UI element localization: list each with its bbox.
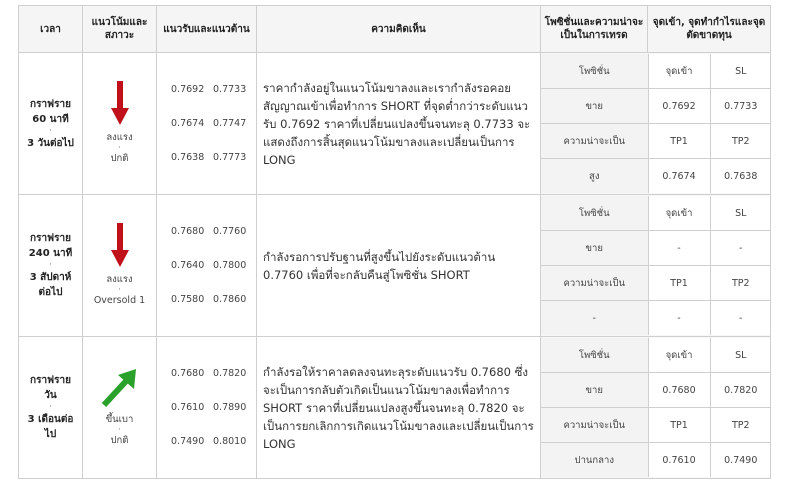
resistance-level: 0.7773 — [213, 151, 247, 163]
grid-label: โพซิชั่น — [541, 196, 648, 231]
trade-grid — [541, 54, 771, 193]
grid-label: SL — [710, 338, 771, 373]
trend-cell — [83, 53, 157, 195]
down-arrow-icon — [109, 81, 131, 127]
header-row — [19, 6, 771, 53]
separator-dot: · — [49, 402, 52, 412]
grid-value: 0.7680 — [648, 373, 710, 408]
timeframe-label: กราฟราย 240 นาที — [28, 233, 73, 259]
levels-cell — [157, 195, 257, 337]
table-row — [19, 195, 771, 337]
separator-dot: · — [118, 285, 121, 295]
horizon-label: 3 เดือนต่อไป — [27, 414, 74, 440]
trend-cell — [83, 337, 157, 479]
resistance-level: 0.7800 — [213, 259, 247, 271]
level-pair — [171, 141, 256, 175]
grid-label: จุดเข้า — [648, 338, 710, 373]
grid-label: TP1 — [648, 124, 710, 159]
table-row — [19, 337, 771, 479]
separator-dot: · — [49, 125, 52, 136]
header-comment: ความคิดเห็น — [257, 6, 541, 53]
grid-label: ความน่าจะเป็น — [541, 124, 648, 159]
comment-cell: ราคากำลังอยู่ในแนวโน้มขาลงและเรากำลังรอคอยสัญญาณเข้าเพื่อทำการ SHORT ที่จุดต่ำกว่าระดับแนวรับ 0.7692 ราคาที่เปลี่ยนแปลงขึ้นจนทะลุ 0.7733 จะแสดงถึงการสิ้นสุดแนวโน้มขาลงและเปลี่ยนเป็นการ LONG — [257, 53, 541, 195]
grid-label: TP2 — [710, 408, 771, 443]
grid-value: 0.7820 — [710, 373, 771, 408]
grid-label: โพซิชั่น — [541, 338, 648, 373]
resistance-level: 0.7733 — [213, 83, 247, 95]
header-support-resistance: แนวรับและแนวต้าน — [157, 6, 257, 53]
trend-cell — [83, 195, 157, 337]
trend-state: ปกติ — [110, 435, 129, 446]
level-pair — [171, 215, 256, 249]
trade-grid — [541, 196, 771, 335]
trade-grid-cell — [541, 195, 771, 337]
grid-value: - — [541, 301, 648, 336]
grid-label: TP1 — [648, 266, 710, 301]
grid-value: 0.7733 — [710, 89, 771, 124]
separator-dot: · — [118, 425, 121, 435]
table-row — [19, 53, 771, 195]
resistance-level: 0.8010 — [213, 435, 247, 447]
resistance-level: 0.7747 — [213, 117, 247, 129]
separator-dot: · — [118, 143, 121, 153]
grid-value: - — [648, 231, 710, 266]
trend-strength: ขึ้นเบา — [105, 414, 134, 425]
support-level: 0.7610 — [171, 401, 205, 413]
trend-state: Oversold 1 — [93, 295, 146, 306]
resistance-level: 0.7760 — [213, 225, 247, 237]
grid-value: - — [710, 231, 771, 266]
grid-value: 0.7692 — [648, 89, 710, 124]
grid-label: ความน่าจะเป็น — [541, 266, 648, 301]
grid-label: TP2 — [710, 266, 771, 301]
header-position: โพซิชั่นและความน่าจะเป็นในการเทรด — [541, 6, 648, 53]
timeframe-cell — [19, 337, 83, 479]
grid-label: จุดเข้า — [648, 54, 710, 89]
header-time: เวลา — [19, 6, 83, 53]
support-level: 0.7640 — [171, 259, 205, 271]
grid-value: 0.7610 — [648, 443, 710, 478]
resistance-level: 0.7860 — [213, 293, 247, 305]
timeframe-label: กราฟราย 60 นาที — [30, 98, 71, 125]
grid-label: ความน่าจะเป็น — [541, 408, 648, 443]
grid-value: - — [648, 301, 710, 336]
support-level: 0.7674 — [171, 117, 205, 129]
header-entry-tp-sl: จุดเข้า, จุดทำกำไรและจุดตัดขาดทุน — [648, 6, 771, 53]
support-level: 0.7580 — [171, 293, 205, 305]
timeframe-cell — [19, 195, 83, 337]
trade-grid-cell — [541, 53, 771, 195]
comment-cell: กำลังรอการปรับฐานที่สูงขึ้นไปยังระดับแนวต้าน 0.7760 เพื่อที่จะกลับคืนสู่โพซิชั่น SHORT — [257, 195, 541, 337]
level-pair — [171, 107, 256, 141]
resistance-level: 0.7820 — [213, 367, 247, 379]
support-level: 0.7680 — [171, 225, 205, 237]
trend-strength: ลงแรง — [106, 132, 133, 143]
grid-label: TP2 — [710, 124, 771, 159]
grid-value: ขาย — [541, 89, 648, 124]
grid-value: 0.7490 — [710, 443, 771, 478]
level-pair — [171, 73, 256, 107]
header-trend: แนวโน้มและสภาวะ — [83, 6, 157, 53]
grid-label: SL — [710, 196, 771, 231]
analysis-table — [18, 5, 771, 479]
horizon-label: 3 วันต่อไป — [27, 137, 74, 149]
level-pair — [171, 283, 256, 317]
trade-grid-cell — [541, 337, 771, 479]
trend-strength: ลงแรง — [106, 274, 133, 285]
level-pair — [171, 249, 256, 283]
grid-value: สูง — [541, 159, 648, 194]
grid-label: โพซิชั่น — [541, 54, 648, 89]
levels-cell — [157, 53, 257, 195]
down-arrow-icon — [109, 223, 131, 269]
trade-grid — [541, 338, 771, 477]
comment-cell: กำลังรอให้ราคาลดลงจนทะลุระดับแนวรับ 0.7680 ซึ่งจะเป็นการกลับตัวเกิดเป็นแนวโน้มขาลงเพื่อทำการ SHORT ราคาที่เปลี่ยนแปลงสูงขึ้นจนทะลุ 0.7820 จะเป็นการยกเลิกการเกิดแนวโน้มขาลงและเปลี่ยนเป็นการ LONG — [257, 337, 541, 479]
support-level: 0.7692 — [171, 83, 205, 95]
grid-value: ปานกลาง — [541, 443, 648, 478]
levels-cell — [157, 337, 257, 479]
level-pair — [171, 425, 256, 459]
resistance-level: 0.7890 — [213, 401, 247, 413]
timeframe-cell — [19, 53, 83, 195]
separator-dot: · — [49, 260, 52, 270]
level-pair — [171, 357, 256, 391]
support-level: 0.7638 — [171, 151, 205, 163]
support-level: 0.7490 — [171, 435, 205, 447]
grid-value: - — [710, 301, 771, 336]
support-level: 0.7680 — [171, 367, 205, 379]
grid-value: 0.7674 — [648, 159, 710, 194]
up-right-arrow-icon — [100, 367, 140, 409]
horizon-label: 3 สัปดาห์ต่อไป — [29, 272, 72, 298]
grid-label: SL — [710, 54, 771, 89]
grid-label: TP1 — [648, 408, 710, 443]
grid-value: ขาย — [541, 373, 648, 408]
level-pair — [171, 391, 256, 425]
grid-value: 0.7638 — [710, 159, 771, 194]
grid-value: ขาย — [541, 231, 648, 266]
trend-state: ปกติ — [110, 153, 129, 164]
grid-label: จุดเข้า — [648, 196, 710, 231]
timeframe-label: กราฟราย วัน — [30, 375, 71, 401]
